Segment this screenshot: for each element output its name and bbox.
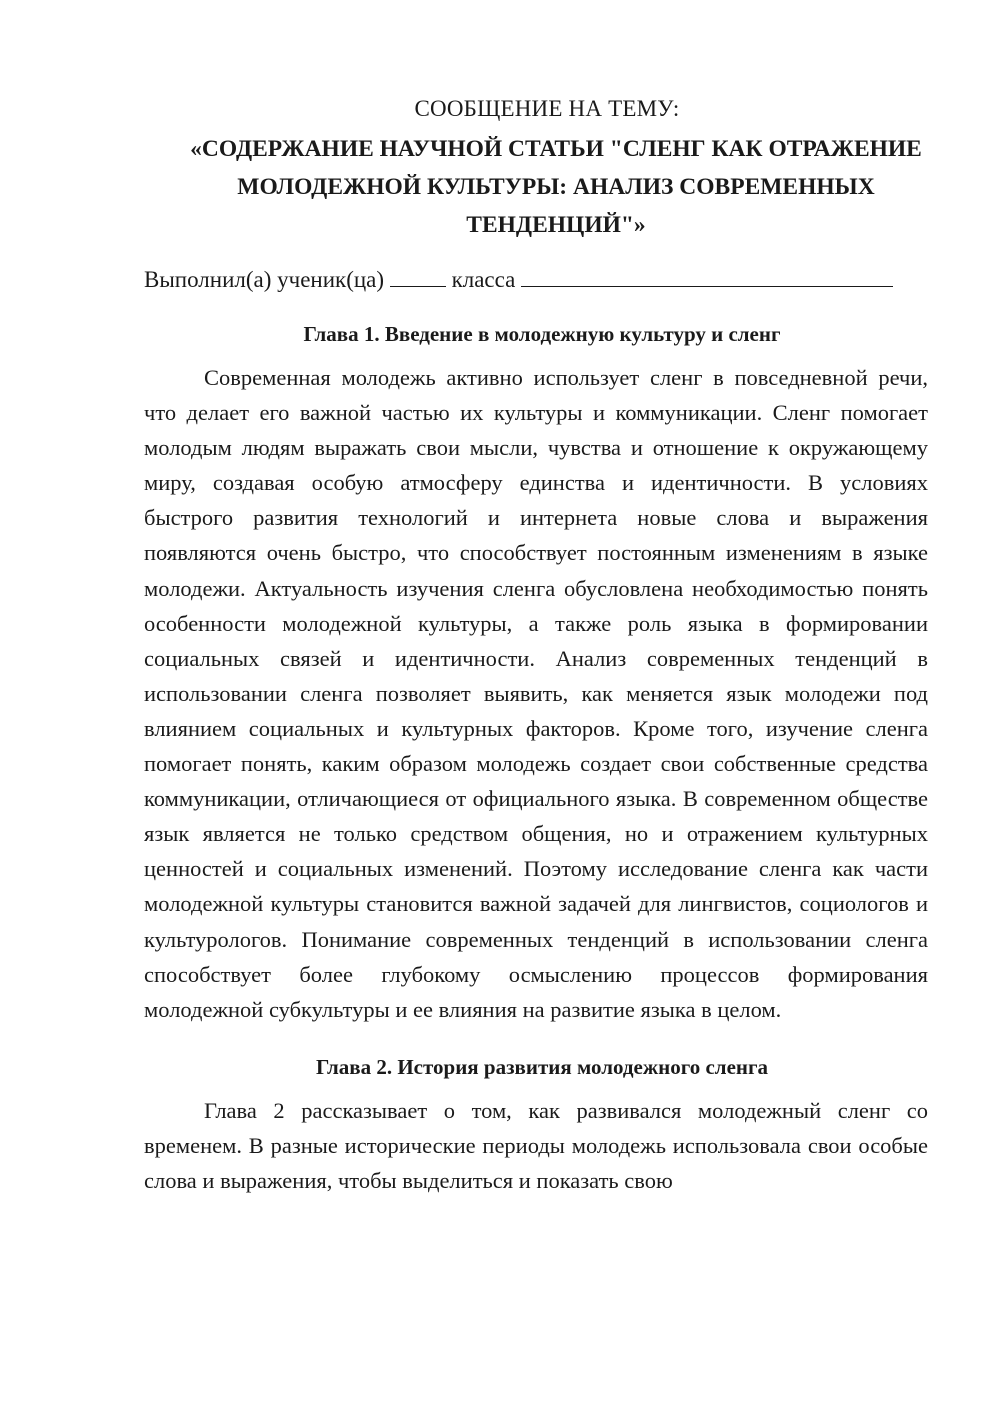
chapter-2-heading: Глава 2. История развития молодежного сленга <box>315 1054 769 1079</box>
name-blank <box>521 266 893 287</box>
class-label: класса <box>451 267 516 292</box>
chapter-2-paragraph: Глава 2 рассказывает о том, как развивался молодежный сленг со временем. В разные исторические периоды молодежь использовала свои особые слова и выражения, чтобы выделиться и показать свою <box>144 1097 928 1193</box>
document-page <box>144 92 928 1198</box>
chapter-1-heading: Глава 1. Введение в молодежную культуру и сленг <box>303 322 781 346</box>
author-line <box>144 264 928 296</box>
author-prefix: Выполнил(а) ученик(ца) <box>144 267 385 292</box>
document-title: «СОДЕРЖАНИЕ НАУЧНОЙ СТАТЬИ "СЛЕНГ КАК ОТРАЖЕНИЕ МОЛОДЕЖНОЙ КУЛЬТУРЫ: АНАЛИЗ СОВРЕМЕННЫХ ТЕНДЕНЦИЙ"» <box>190 136 922 238</box>
chapter-1-paragraph: Современная молодежь активно использует сленг в повседневной речи, что делает его важной частью их культуры и коммуникации. Сленг помогает молодым людям выражать свои мысли, чувства и отношение к окружающему миру, создавая особую атмосферу единства и идентичности. В условиях быстрого развития технологий и интернета новые слова и выражения появляются очень быстро, что способствует постоянным изменениям в языке молодежи. Актуальность изучения сленга обусловлена необходимостью понять особенности молодежной культуры, а также роль языка в формировании социальных связей и идентичности. Анализ современных тенденций в использовании сленга позволяет выявить, как меняется язык молодежи под влиянием социальных и культурных факторов. Кроме того, изучение сленга помогает понять, каким образом молодежь создает свои собственные средства коммуникации, отличающиеся от официального языка. В современном обществе язык является не только средством общения, но и отражением культурных ценностей и социальных изменений. Поэтому исследование сленга как части молодежной культуры становится важной задачей для лингвистов, социологов и культурологов. Понимание современных тенденций в использовании сленга способствует более глубокому осмыслению процессов формирования молодежной субкультуры и ее влияния на развитие языка в целом. <box>144 365 928 1022</box>
document-subtitle: СООБЩЕНИЕ НА ТЕМУ: <box>414 96 680 121</box>
grade-blank <box>390 266 446 287</box>
